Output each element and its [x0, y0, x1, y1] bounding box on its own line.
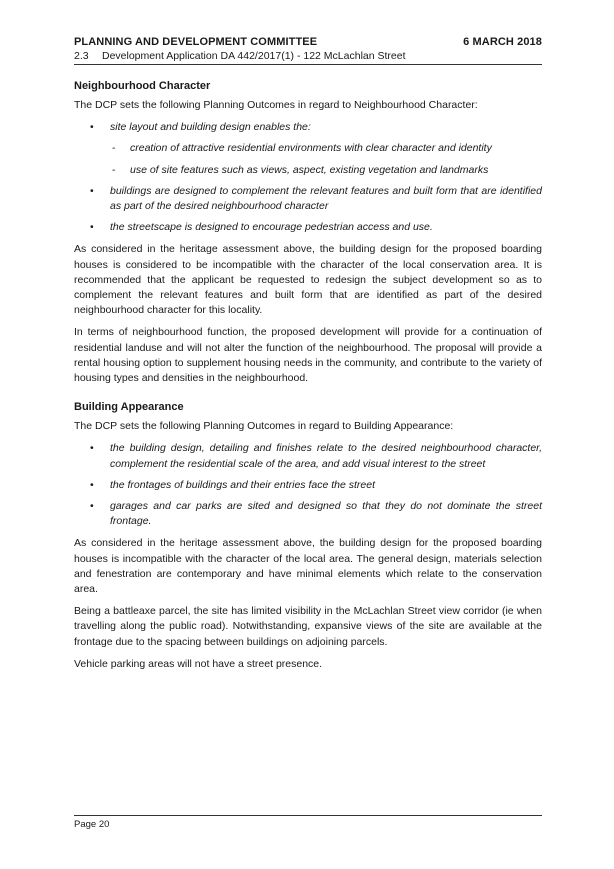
outcomes-list: [74, 441, 542, 529]
list-item: • the frontages of buildings and their entries face the street: [74, 478, 542, 493]
section-intro: The DCP sets the following Planning Outcomes in regard to Neighbourhood Character:: [74, 99, 478, 111]
bullet-icon: •: [90, 184, 94, 197]
bullet-icon: •: [90, 221, 94, 234]
bullet-icon: •: [90, 442, 94, 455]
bullet-icon: •: [90, 500, 94, 513]
page-header: [74, 36, 542, 48]
list-item: • the streetscape is designed to encourage pedestrian access and use.: [74, 220, 542, 235]
dash-icon: -: [112, 163, 116, 176]
list-item: • site layout and building design enables the:: [74, 120, 542, 135]
item-reference: [74, 50, 542, 62]
header-rule: [74, 64, 542, 65]
dash-icon: -: [112, 142, 116, 155]
sub-list-item: - use of site features such as views, aspect, existing vegetation and landmarks: [74, 163, 542, 178]
section-heading-building-appearance: Building Appearance: [74, 401, 184, 414]
list-item: • buildings are designed to complement the relevant features and built form that are identified as part of the desired neighbourhood character: [90, 184, 542, 213]
bullet-icon: •: [90, 121, 94, 134]
body-paragraph: Vehicle parking areas will not have a street presence.: [74, 657, 323, 670]
body-paragraph: In terms of neighbourhood function, the proposed development will provide for a continuation of residential landuse and will not alter the function of the neighbourhood. The proposal will provide a rental housing option to supplement housing needs in the community, and contribute to the variety of housing types and densities in the neighbourhood.: [74, 326, 542, 385]
section-heading-neighbourhood: Neighbourhood Character: [74, 80, 211, 92]
sub-list-item: - creation of attractive residential environments with clear character and identity: [74, 141, 542, 156]
page-footer: [74, 815, 542, 830]
meeting-date: 6 MARCH 2018: [463, 36, 542, 48]
body-paragraph: As considered in the heritage assessment above, the building design for the proposed boarding houses is considered to be incompatible with the character of the local conservation area. It is recommended that the applicant be requested to redesign the subject development so as to complement the relevant features and built form that are identified as part of the desired neighbourhood character for this locality.: [74, 243, 542, 317]
footer-rule: [74, 815, 542, 816]
committee-name: PLANNING AND DEVELOPMENT COMMITTEE: [74, 36, 318, 48]
list-item: • the building design, detailing and finishes relate to the desired neighbourhood character, complement the residential scale of the area, and add visual interest to the street: [90, 442, 542, 470]
document-page: [74, 36, 542, 679]
list-item: • garages and car parks are sited and designed so that they do not dominate the street frontage.: [90, 500, 542, 528]
body-paragraph: Being a battleaxe parcel, the site has limited visibility in the McLachlan Street view corridor (ie when travelling along the public road). Notwithstanding, expansive views of the site are available at the frontage due to the spacing between buildings on adjoining parcels.: [74, 605, 542, 648]
bullet-icon: •: [90, 478, 94, 491]
body-paragraph: As considered in the heritage assessment above, the building design for the proposed boarding houses is incompatible with the character of the local area. The general design, materials selection and fenestration are contemporary and have minimal elements which relate to the conservation area.: [74, 537, 542, 596]
item-title: Development Application DA 442/2017(1) - 122 McLachlan Street: [102, 50, 406, 62]
page-number: Page 20: [74, 819, 110, 830]
section-intro: The DCP sets the following Planning Outcomes in regard to Building Appearance:: [74, 420, 454, 433]
item-number: 2.3: [74, 50, 89, 62]
outcomes-list: [74, 120, 542, 235]
